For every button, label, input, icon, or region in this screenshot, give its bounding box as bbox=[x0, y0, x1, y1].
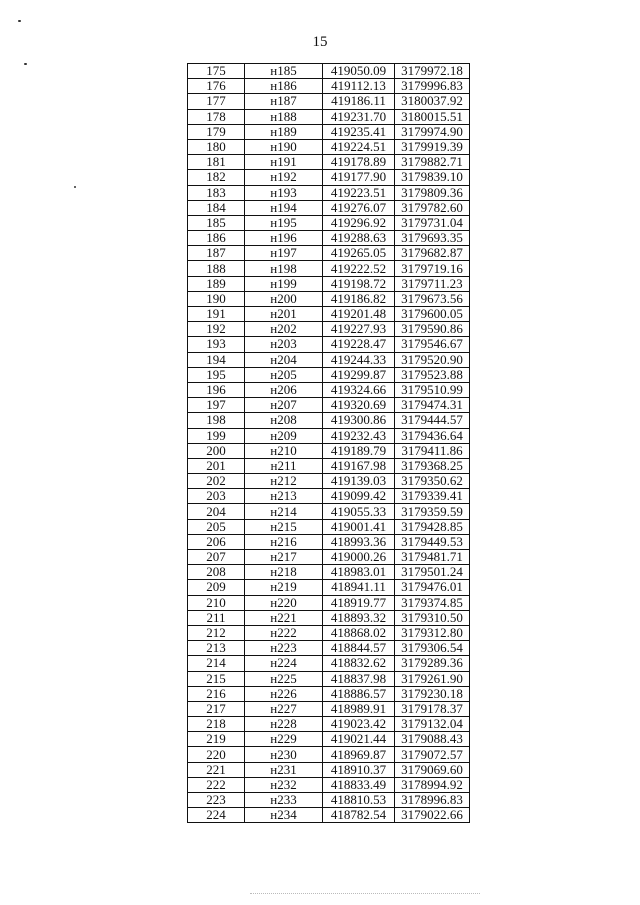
point-label-cell: н203 bbox=[245, 337, 323, 352]
x-coordinate-cell: 419224.51 bbox=[323, 139, 395, 154]
point-label-cell: н195 bbox=[245, 215, 323, 230]
point-label-cell: н196 bbox=[245, 231, 323, 246]
y-coordinate-cell: 3179523.88 bbox=[395, 367, 470, 382]
row-index-cell: 211 bbox=[188, 610, 245, 625]
row-index-cell: 206 bbox=[188, 534, 245, 549]
table-row bbox=[188, 732, 470, 747]
x-coordinate-cell: 419244.33 bbox=[323, 352, 395, 367]
x-coordinate-cell: 419288.63 bbox=[323, 231, 395, 246]
x-coordinate-cell: 419231.70 bbox=[323, 109, 395, 124]
point-label-cell: н209 bbox=[245, 428, 323, 443]
point-label-cell: н188 bbox=[245, 109, 323, 124]
y-coordinate-cell: 3178994.92 bbox=[395, 777, 470, 792]
x-coordinate-cell: 419023.42 bbox=[323, 717, 395, 732]
point-label-cell: н230 bbox=[245, 747, 323, 762]
row-index-cell: 214 bbox=[188, 656, 245, 671]
y-coordinate-cell: 3179306.54 bbox=[395, 641, 470, 656]
x-coordinate-cell: 419167.98 bbox=[323, 458, 395, 473]
table-row bbox=[188, 534, 470, 549]
y-coordinate-cell: 3179428.85 bbox=[395, 519, 470, 534]
point-label-cell: н224 bbox=[245, 656, 323, 671]
point-label-cell: н200 bbox=[245, 291, 323, 306]
x-coordinate-cell: 418833.49 bbox=[323, 777, 395, 792]
table-row bbox=[188, 808, 470, 823]
y-coordinate-cell: 3179501.24 bbox=[395, 565, 470, 580]
y-coordinate-cell: 3179436.64 bbox=[395, 428, 470, 443]
y-coordinate-cell: 3179682.87 bbox=[395, 246, 470, 261]
y-coordinate-cell: 3179782.60 bbox=[395, 200, 470, 215]
table-row bbox=[188, 580, 470, 595]
table-row bbox=[188, 185, 470, 200]
row-index-cell: 197 bbox=[188, 398, 245, 413]
scan-artifact bbox=[250, 893, 480, 895]
point-label-cell: н213 bbox=[245, 489, 323, 504]
y-coordinate-cell: 3179261.90 bbox=[395, 671, 470, 686]
row-index-cell: 182 bbox=[188, 170, 245, 185]
point-label-cell: н187 bbox=[245, 94, 323, 109]
row-index-cell: 205 bbox=[188, 519, 245, 534]
y-coordinate-cell: 3179449.53 bbox=[395, 534, 470, 549]
point-label-cell: н206 bbox=[245, 382, 323, 397]
table-row bbox=[188, 641, 470, 656]
point-label-cell: н201 bbox=[245, 307, 323, 322]
row-index-cell: 175 bbox=[188, 64, 245, 79]
point-label-cell: н215 bbox=[245, 519, 323, 534]
y-coordinate-cell: 3179474.31 bbox=[395, 398, 470, 413]
row-index-cell: 194 bbox=[188, 352, 245, 367]
x-coordinate-cell: 419050.09 bbox=[323, 64, 395, 79]
margin-mark bbox=[24, 63, 27, 65]
table-row bbox=[188, 519, 470, 534]
row-index-cell: 202 bbox=[188, 474, 245, 489]
x-coordinate-cell: 419186.82 bbox=[323, 291, 395, 306]
row-index-cell: 178 bbox=[188, 109, 245, 124]
row-index-cell: 183 bbox=[188, 185, 245, 200]
table-row bbox=[188, 367, 470, 382]
row-index-cell: 179 bbox=[188, 124, 245, 139]
y-coordinate-cell: 3179444.57 bbox=[395, 413, 470, 428]
y-coordinate-cell: 3179310.50 bbox=[395, 610, 470, 625]
point-label-cell: н199 bbox=[245, 276, 323, 291]
table-row bbox=[188, 215, 470, 230]
row-index-cell: 212 bbox=[188, 625, 245, 640]
table-row bbox=[188, 94, 470, 109]
x-coordinate-cell: 419299.87 bbox=[323, 367, 395, 382]
x-coordinate-cell: 419276.07 bbox=[323, 200, 395, 215]
table-row bbox=[188, 474, 470, 489]
table-row bbox=[188, 155, 470, 170]
row-index-cell: 189 bbox=[188, 276, 245, 291]
row-index-cell: 221 bbox=[188, 762, 245, 777]
y-coordinate-cell: 3179411.86 bbox=[395, 443, 470, 458]
row-index-cell: 224 bbox=[188, 808, 245, 823]
x-coordinate-cell: 419300.86 bbox=[323, 413, 395, 428]
row-index-cell: 219 bbox=[188, 732, 245, 747]
x-coordinate-cell: 419222.52 bbox=[323, 261, 395, 276]
row-index-cell: 176 bbox=[188, 79, 245, 94]
x-coordinate-cell: 419201.48 bbox=[323, 307, 395, 322]
table-row bbox=[188, 64, 470, 79]
table-row bbox=[188, 489, 470, 504]
x-coordinate-cell: 419178.89 bbox=[323, 155, 395, 170]
y-coordinate-cell: 3179919.39 bbox=[395, 139, 470, 154]
y-coordinate-cell: 3178996.83 bbox=[395, 793, 470, 808]
x-coordinate-cell: 419021.44 bbox=[323, 732, 395, 747]
x-coordinate-cell: 419227.93 bbox=[323, 322, 395, 337]
y-coordinate-cell: 3179510.99 bbox=[395, 382, 470, 397]
page-number: 15 bbox=[312, 34, 328, 50]
point-label-cell: н219 bbox=[245, 580, 323, 595]
table-row bbox=[188, 793, 470, 808]
point-label-cell: н197 bbox=[245, 246, 323, 261]
y-coordinate-cell: 3179022.66 bbox=[395, 808, 470, 823]
point-label-cell: н193 bbox=[245, 185, 323, 200]
x-coordinate-cell: 419320.69 bbox=[323, 398, 395, 413]
row-index-cell: 193 bbox=[188, 337, 245, 352]
x-coordinate-cell: 418782.54 bbox=[323, 808, 395, 823]
point-label-cell: н229 bbox=[245, 732, 323, 747]
y-coordinate-cell: 3179178.37 bbox=[395, 701, 470, 716]
row-index-cell: 187 bbox=[188, 246, 245, 261]
row-index-cell: 208 bbox=[188, 565, 245, 580]
row-index-cell: 222 bbox=[188, 777, 245, 792]
row-index-cell: 177 bbox=[188, 94, 245, 109]
y-coordinate-cell: 3179673.56 bbox=[395, 291, 470, 306]
point-label-cell: н190 bbox=[245, 139, 323, 154]
y-coordinate-cell: 3179719.16 bbox=[395, 261, 470, 276]
table-row bbox=[188, 246, 470, 261]
row-index-cell: 223 bbox=[188, 793, 245, 808]
y-coordinate-cell: 3179731.04 bbox=[395, 215, 470, 230]
y-coordinate-cell: 3179132.04 bbox=[395, 717, 470, 732]
x-coordinate-cell: 418844.57 bbox=[323, 641, 395, 656]
y-coordinate-cell: 3179839.10 bbox=[395, 170, 470, 185]
x-coordinate-cell: 419189.79 bbox=[323, 443, 395, 458]
point-label-cell: н233 bbox=[245, 793, 323, 808]
point-label-cell: н208 bbox=[245, 413, 323, 428]
table-row bbox=[188, 550, 470, 565]
y-coordinate-cell: 3179476.01 bbox=[395, 580, 470, 595]
table-row bbox=[188, 762, 470, 777]
point-label-cell: н216 bbox=[245, 534, 323, 549]
y-coordinate-cell: 3179711.23 bbox=[395, 276, 470, 291]
point-label-cell: н221 bbox=[245, 610, 323, 625]
table-row bbox=[188, 200, 470, 215]
y-coordinate-cell: 3179546.67 bbox=[395, 337, 470, 352]
x-coordinate-cell: 419198.72 bbox=[323, 276, 395, 291]
point-label-cell: н228 bbox=[245, 717, 323, 732]
table-row bbox=[188, 276, 470, 291]
row-index-cell: 215 bbox=[188, 671, 245, 686]
row-index-cell: 218 bbox=[188, 717, 245, 732]
point-label-cell: н210 bbox=[245, 443, 323, 458]
table-row bbox=[188, 565, 470, 580]
point-label-cell: н211 bbox=[245, 458, 323, 473]
y-coordinate-cell: 3179481.71 bbox=[395, 550, 470, 565]
point-label-cell: н217 bbox=[245, 550, 323, 565]
table-row bbox=[188, 124, 470, 139]
y-coordinate-cell: 3179230.18 bbox=[395, 686, 470, 701]
y-coordinate-cell: 3179368.25 bbox=[395, 458, 470, 473]
y-coordinate-cell: 3179693.35 bbox=[395, 231, 470, 246]
y-coordinate-cell: 3179974.90 bbox=[395, 124, 470, 139]
x-coordinate-cell: 419112.13 bbox=[323, 79, 395, 94]
table-row bbox=[188, 382, 470, 397]
point-label-cell: н218 bbox=[245, 565, 323, 580]
table-row bbox=[188, 610, 470, 625]
x-coordinate-cell: 419223.51 bbox=[323, 185, 395, 200]
table-row bbox=[188, 307, 470, 322]
x-coordinate-cell: 418969.87 bbox=[323, 747, 395, 762]
point-label-cell: н185 bbox=[245, 64, 323, 79]
x-coordinate-cell: 419139.03 bbox=[323, 474, 395, 489]
y-coordinate-cell: 3180015.51 bbox=[395, 109, 470, 124]
x-coordinate-cell: 418919.77 bbox=[323, 595, 395, 610]
y-coordinate-cell: 3179972.18 bbox=[395, 64, 470, 79]
y-coordinate-cell: 3179088.43 bbox=[395, 732, 470, 747]
row-index-cell: 220 bbox=[188, 747, 245, 762]
point-label-cell: н220 bbox=[245, 595, 323, 610]
row-index-cell: 210 bbox=[188, 595, 245, 610]
table-row bbox=[188, 139, 470, 154]
row-index-cell: 191 bbox=[188, 307, 245, 322]
y-coordinate-cell: 3179590.86 bbox=[395, 322, 470, 337]
margin-mark bbox=[18, 20, 21, 22]
x-coordinate-cell: 419324.66 bbox=[323, 382, 395, 397]
row-index-cell: 185 bbox=[188, 215, 245, 230]
x-coordinate-cell: 419186.11 bbox=[323, 94, 395, 109]
row-index-cell: 203 bbox=[188, 489, 245, 504]
point-label-cell: н225 bbox=[245, 671, 323, 686]
table-row bbox=[188, 443, 470, 458]
point-label-cell: н207 bbox=[245, 398, 323, 413]
table-row bbox=[188, 625, 470, 640]
point-label-cell: н194 bbox=[245, 200, 323, 215]
coordinates-table bbox=[187, 63, 470, 823]
x-coordinate-cell: 418910.37 bbox=[323, 762, 395, 777]
row-index-cell: 213 bbox=[188, 641, 245, 656]
table-row bbox=[188, 686, 470, 701]
row-index-cell: 184 bbox=[188, 200, 245, 215]
point-label-cell: н234 bbox=[245, 808, 323, 823]
row-index-cell: 204 bbox=[188, 504, 245, 519]
table-row bbox=[188, 322, 470, 337]
table-row bbox=[188, 671, 470, 686]
y-coordinate-cell: 3179069.60 bbox=[395, 762, 470, 777]
y-coordinate-cell: 3179339.41 bbox=[395, 489, 470, 504]
y-coordinate-cell: 3179289.36 bbox=[395, 656, 470, 671]
x-coordinate-cell: 418983.01 bbox=[323, 565, 395, 580]
point-label-cell: н232 bbox=[245, 777, 323, 792]
row-index-cell: 198 bbox=[188, 413, 245, 428]
y-coordinate-cell: 3180037.92 bbox=[395, 94, 470, 109]
point-label-cell: н189 bbox=[245, 124, 323, 139]
point-label-cell: н191 bbox=[245, 155, 323, 170]
point-label-cell: н202 bbox=[245, 322, 323, 337]
y-coordinate-cell: 3179312.80 bbox=[395, 625, 470, 640]
point-label-cell: н204 bbox=[245, 352, 323, 367]
x-coordinate-cell: 418893.32 bbox=[323, 610, 395, 625]
table-row bbox=[188, 428, 470, 443]
table-row bbox=[188, 504, 470, 519]
x-coordinate-cell: 418868.02 bbox=[323, 625, 395, 640]
table-row bbox=[188, 79, 470, 94]
point-label-cell: н198 bbox=[245, 261, 323, 276]
table-row bbox=[188, 777, 470, 792]
row-index-cell: 217 bbox=[188, 701, 245, 716]
table-row bbox=[188, 413, 470, 428]
margin-mark bbox=[74, 186, 76, 188]
point-label-cell: н222 bbox=[245, 625, 323, 640]
row-index-cell: 192 bbox=[188, 322, 245, 337]
table-row bbox=[188, 717, 470, 732]
point-label-cell: н226 bbox=[245, 686, 323, 701]
point-label-cell: н231 bbox=[245, 762, 323, 777]
row-index-cell: 181 bbox=[188, 155, 245, 170]
table-row bbox=[188, 398, 470, 413]
table-row bbox=[188, 352, 470, 367]
x-coordinate-cell: 419001.41 bbox=[323, 519, 395, 534]
y-coordinate-cell: 3179600.05 bbox=[395, 307, 470, 322]
y-coordinate-cell: 3179996.83 bbox=[395, 79, 470, 94]
x-coordinate-cell: 418810.53 bbox=[323, 793, 395, 808]
table-row bbox=[188, 656, 470, 671]
x-coordinate-cell: 419265.05 bbox=[323, 246, 395, 261]
x-coordinate-cell: 418832.62 bbox=[323, 656, 395, 671]
table-row bbox=[188, 109, 470, 124]
table-row bbox=[188, 701, 470, 716]
table-row bbox=[188, 291, 470, 306]
row-index-cell: 190 bbox=[188, 291, 245, 306]
y-coordinate-cell: 3179882.71 bbox=[395, 155, 470, 170]
point-label-cell: н205 bbox=[245, 367, 323, 382]
table-row bbox=[188, 595, 470, 610]
table-row bbox=[188, 170, 470, 185]
x-coordinate-cell: 418941.11 bbox=[323, 580, 395, 595]
x-coordinate-cell: 419235.41 bbox=[323, 124, 395, 139]
x-coordinate-cell: 419099.42 bbox=[323, 489, 395, 504]
row-index-cell: 186 bbox=[188, 231, 245, 246]
y-coordinate-cell: 3179520.90 bbox=[395, 352, 470, 367]
row-index-cell: 199 bbox=[188, 428, 245, 443]
x-coordinate-cell: 419228.47 bbox=[323, 337, 395, 352]
y-coordinate-cell: 3179809.36 bbox=[395, 185, 470, 200]
row-index-cell: 209 bbox=[188, 580, 245, 595]
y-coordinate-cell: 3179374.85 bbox=[395, 595, 470, 610]
row-index-cell: 201 bbox=[188, 458, 245, 473]
table-row bbox=[188, 261, 470, 276]
y-coordinate-cell: 3179359.59 bbox=[395, 504, 470, 519]
x-coordinate-cell: 418993.36 bbox=[323, 534, 395, 549]
point-label-cell: н192 bbox=[245, 170, 323, 185]
x-coordinate-cell: 418989.91 bbox=[323, 701, 395, 716]
y-coordinate-cell: 3179350.62 bbox=[395, 474, 470, 489]
point-label-cell: н186 bbox=[245, 79, 323, 94]
x-coordinate-cell: 418837.98 bbox=[323, 671, 395, 686]
point-label-cell: н227 bbox=[245, 701, 323, 716]
x-coordinate-cell: 419177.90 bbox=[323, 170, 395, 185]
row-index-cell: 207 bbox=[188, 550, 245, 565]
x-coordinate-cell: 418886.57 bbox=[323, 686, 395, 701]
table-row bbox=[188, 458, 470, 473]
x-coordinate-cell: 419000.26 bbox=[323, 550, 395, 565]
point-label-cell: н223 bbox=[245, 641, 323, 656]
row-index-cell: 188 bbox=[188, 261, 245, 276]
row-index-cell: 196 bbox=[188, 382, 245, 397]
x-coordinate-cell: 419232.43 bbox=[323, 428, 395, 443]
point-label-cell: н212 bbox=[245, 474, 323, 489]
table-row bbox=[188, 337, 470, 352]
x-coordinate-cell: 419296.92 bbox=[323, 215, 395, 230]
point-label-cell: н214 bbox=[245, 504, 323, 519]
row-index-cell: 180 bbox=[188, 139, 245, 154]
table-row bbox=[188, 747, 470, 762]
x-coordinate-cell: 419055.33 bbox=[323, 504, 395, 519]
y-coordinate-cell: 3179072.57 bbox=[395, 747, 470, 762]
table-row bbox=[188, 231, 470, 246]
row-index-cell: 216 bbox=[188, 686, 245, 701]
row-index-cell: 200 bbox=[188, 443, 245, 458]
row-index-cell: 195 bbox=[188, 367, 245, 382]
